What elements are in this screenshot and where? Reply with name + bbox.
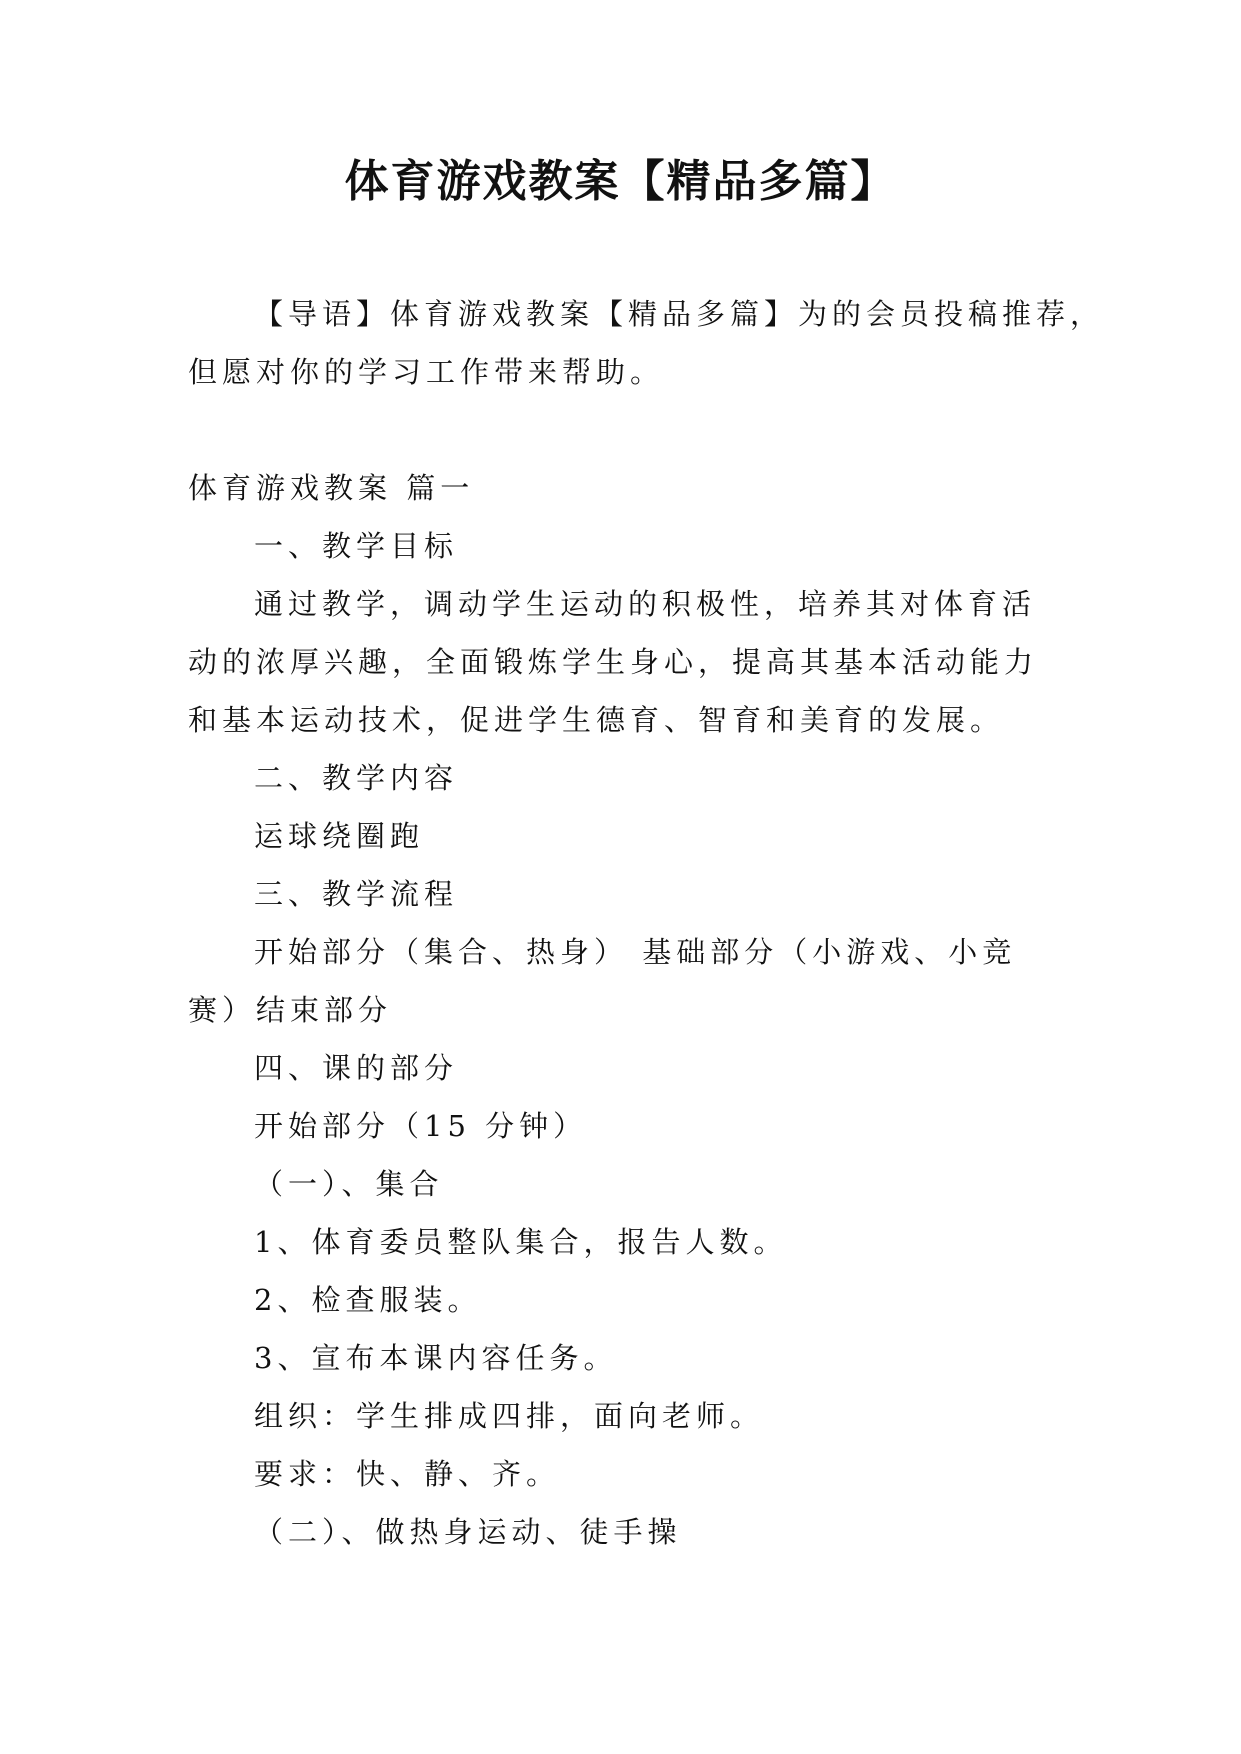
- paragraph: 开始部分（15 分钟）: [254, 1109, 588, 1143]
- paragraph: 一、教学目标: [254, 529, 459, 563]
- intro-block: [188, 285, 1105, 401]
- paragraph: 四、课的部分: [254, 1051, 459, 1085]
- paragraph: （二）、做热身运动、徒手操: [254, 1515, 682, 1549]
- paragraph: 要求：快、静、齐。: [254, 1457, 561, 1491]
- document-title: 体育游戏教案【精品多篇】: [344, 156, 897, 207]
- paragraph: 组织：学生排成四排，面向老师。: [254, 1399, 765, 1433]
- paragraph: 开始部分（集合、热身） 基础部分（小游戏、小竞赛）结束部分: [188, 935, 1017, 1027]
- document-body: [188, 459, 1068, 1561]
- intro-line-1: 【导语】体育游戏教案【精品多篇】为的会员投稿推荐，: [254, 297, 1105, 331]
- section-heading: 体育游戏教案 篇一: [188, 471, 475, 505]
- paragraph: 2、检查服装。: [254, 1283, 482, 1317]
- paragraph: 二、教学内容: [254, 761, 459, 795]
- paragraph: 通过教学，调动学生运动的积极性，培养其对体育活动的浓厚兴趣，全面锻炼学生身心，提高其基本活动能力和基本运动技术，促进学生德育、智育和美育的发展。: [188, 587, 1039, 737]
- paragraph: 1、体育委员整队集合，报告人数。: [254, 1225, 788, 1259]
- paragraph: （一）、集合: [254, 1167, 444, 1201]
- paragraph: 运球绕圈跑: [254, 819, 425, 853]
- paragraph: 三、教学流程: [254, 877, 459, 911]
- paragraph: 3、宣布本课内容任务。: [254, 1341, 618, 1375]
- intro-line-2: 但愿对你的学习工作带来帮助。: [188, 355, 665, 389]
